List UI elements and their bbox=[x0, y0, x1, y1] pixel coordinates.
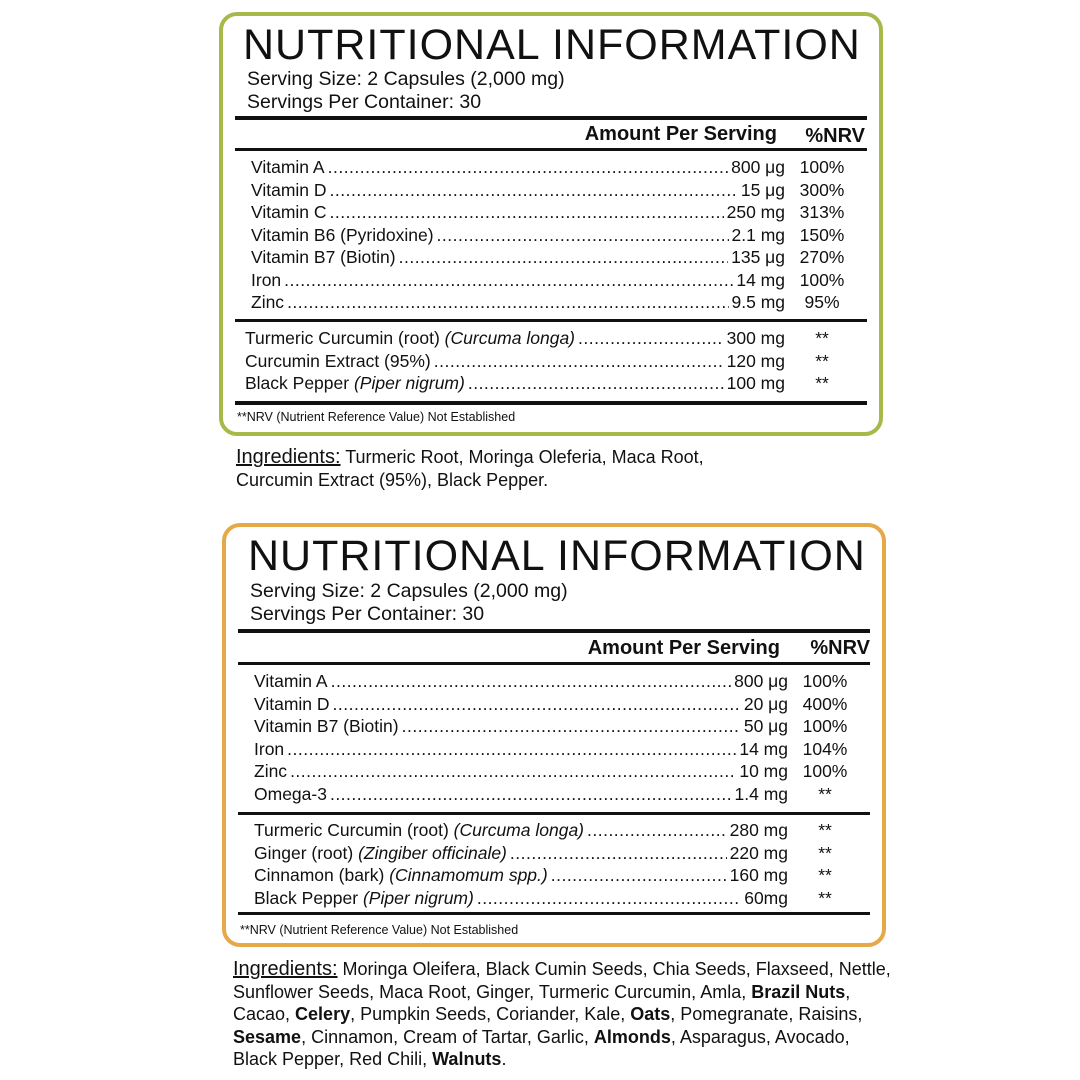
nutrient-name: Ginger (root) (Zingiber officinale) bbox=[254, 842, 507, 863]
nutrient-name: Turmeric Curcumin (root) (Curcuma longa) bbox=[254, 820, 584, 840]
dot-leader bbox=[284, 269, 733, 291]
nutrient-name: Vitamin D bbox=[251, 179, 327, 200]
latin-name: (Zingiber officinale) bbox=[358, 842, 507, 863]
nutrient-amount: 160 mg bbox=[729, 865, 788, 885]
ingredient-text: , Cinnamon, Cream of Tartar, Garlic, bbox=[301, 1026, 594, 1047]
nutrient-row bbox=[226, 738, 882, 761]
vitamin-list bbox=[226, 670, 882, 805]
nutrient-nrv: 150% bbox=[799, 224, 845, 245]
dot-leader bbox=[551, 864, 727, 886]
nutrient-amount: 2.1 mg bbox=[731, 224, 785, 245]
nutrient-amount: 14 mg bbox=[739, 738, 788, 759]
nutrient-amount: 800 μg bbox=[731, 157, 785, 177]
nutrient-amount: 9.5 mg bbox=[731, 292, 785, 312]
nutrient-amount: 800 μg bbox=[734, 671, 788, 691]
dot-leader bbox=[330, 783, 732, 805]
dot-leader bbox=[287, 738, 736, 760]
dot-leader bbox=[468, 372, 724, 394]
dot-leader bbox=[330, 179, 738, 201]
nutrient-row bbox=[223, 246, 879, 269]
allergen: Celery bbox=[295, 1004, 351, 1024]
nutrient-name: Omega-3 bbox=[254, 783, 327, 804]
nutrient-nrv: ** bbox=[818, 887, 832, 908]
latin-name: (Curcuma longa) bbox=[453, 820, 584, 840]
nutrient-amount: 135 μg bbox=[731, 247, 785, 267]
nutrient-nrv: 100% bbox=[799, 269, 845, 290]
nutrient-amount: 250 mg bbox=[726, 202, 785, 222]
ingredient-text: , Pumpkin Seeds, Coriander, Kale, bbox=[350, 1004, 631, 1024]
dot-leader bbox=[578, 327, 724, 349]
ingredients-label: Ingredients: bbox=[236, 446, 341, 468]
panel-title: NUTRITIONAL INFORMATION bbox=[243, 21, 861, 69]
nutrient-name: Vitamin C bbox=[251, 202, 327, 222]
nutrient-name: Vitamin A bbox=[254, 671, 328, 691]
dot-leader bbox=[402, 715, 741, 737]
nutrient-row bbox=[223, 269, 879, 292]
ingredient-text: . bbox=[501, 1049, 507, 1069]
nutrient-nrv: ** bbox=[818, 842, 832, 863]
ingredients-1 bbox=[236, 446, 856, 491]
nutrient-name: Vitamin B7 (Biotin) bbox=[251, 247, 396, 267]
nutrient-nrv: 100% bbox=[799, 157, 845, 177]
divider bbox=[235, 116, 867, 120]
ingredient-text: , Asparagus, Avocado, Black Pepper, Red Chili, bbox=[233, 1026, 850, 1069]
ingredients-label: Ingredients: bbox=[233, 958, 338, 980]
herb-list bbox=[223, 327, 879, 395]
divider bbox=[235, 148, 867, 151]
footnote: **NRV (Nutrient Reference Value) Not Established bbox=[240, 923, 519, 937]
nutrient-name: Vitamin B7 (Biotin) bbox=[254, 716, 399, 736]
nutrient-nrv: 300% bbox=[799, 179, 845, 200]
divider bbox=[238, 662, 870, 665]
nutrient-row bbox=[226, 760, 882, 783]
ingredients-text: Curcumin Extract (95%), Black Pepper. bbox=[236, 469, 549, 490]
dot-leader bbox=[437, 224, 729, 246]
latin-name: (Piper nigrum) bbox=[362, 887, 474, 908]
latin-name: (Curcuma longa) bbox=[444, 328, 575, 348]
ingredient-text: Moringa Oleifera, Black Cumin Seeds, Chia Seeds, Flaxseed, Nettle, Sunflower Seeds, Maca Root, Ginger, Turmeric Curcumin, Amla, bbox=[233, 959, 891, 1002]
allergen: Almonds bbox=[593, 1026, 671, 1047]
dot-leader bbox=[290, 760, 736, 782]
dot-leader bbox=[287, 291, 728, 313]
nutrient-amount: 120 mg bbox=[726, 350, 785, 371]
nutrient-name: Turmeric Curcumin (root) (Curcuma longa) bbox=[245, 328, 575, 348]
divider bbox=[238, 912, 870, 915]
nutrient-row bbox=[226, 819, 882, 842]
nutrient-nrv: 104% bbox=[802, 738, 848, 759]
ingredients-text: Turmeric Root, Moringa Oleferia, Maca Root, bbox=[345, 447, 704, 467]
vitamin-list bbox=[223, 156, 879, 314]
nutrient-nrv: ** bbox=[818, 865, 832, 885]
nutrient-amount: 20 μg bbox=[743, 693, 788, 714]
ingredients-2 bbox=[233, 958, 893, 1071]
nrv-header: %NRV bbox=[810, 637, 870, 659]
footnote: **NRV (Nutrient Reference Value) Not Established bbox=[237, 410, 516, 424]
allergen: Oats bbox=[630, 1004, 671, 1024]
nutrient-amount: 300 mg bbox=[726, 328, 785, 348]
nutrient-amount: 60mg bbox=[744, 887, 788, 908]
dot-leader bbox=[330, 201, 724, 223]
nutrient-nrv: ** bbox=[818, 820, 832, 840]
herb-list bbox=[226, 819, 882, 909]
nutrient-name: Vitamin D bbox=[254, 693, 330, 714]
nutrient-name: Cinnamon (bark) (Cinnamomum spp.) bbox=[254, 865, 548, 885]
dot-leader bbox=[333, 693, 741, 715]
nutrient-amount: 50 μg bbox=[743, 716, 788, 736]
nutrient-nrv: ** bbox=[815, 350, 829, 371]
nrv-header: %NRV bbox=[805, 125, 865, 147]
nutrient-name: Zinc bbox=[254, 761, 288, 781]
nutrient-amount: 220 mg bbox=[729, 842, 788, 863]
nutrient-row bbox=[226, 670, 882, 693]
serving-size: Serving Size: 2 Capsules (2,000 mg) bbox=[247, 68, 565, 90]
servings-per-container: Servings Per Container: 30 bbox=[247, 91, 482, 113]
nutrient-row bbox=[226, 842, 882, 865]
ingredient-text: , Cacao, bbox=[233, 981, 851, 1024]
nutrient-nrv: 95% bbox=[804, 292, 840, 312]
ingredient-text: , Pomegranate, Raisins, bbox=[670, 1004, 863, 1024]
nutrient-row bbox=[223, 291, 879, 314]
nutrient-nrv: 100% bbox=[802, 716, 848, 736]
nutrient-amount: 1.4 mg bbox=[734, 783, 788, 804]
servings-per-container: Servings Per Container: 30 bbox=[250, 603, 485, 625]
nutrient-name: Black Pepper (Piper nigrum) bbox=[245, 373, 465, 393]
nutrient-nrv: ** bbox=[818, 783, 832, 804]
nutrient-amount: 10 mg bbox=[739, 761, 788, 781]
nutrient-name: Black Pepper (Piper nigrum) bbox=[254, 887, 474, 908]
divider bbox=[238, 629, 870, 633]
nutrient-row bbox=[226, 693, 882, 716]
nutrient-row bbox=[223, 350, 879, 373]
latin-name: (Cinnamomum spp.) bbox=[389, 865, 548, 885]
nutrient-name: Vitamin A bbox=[251, 157, 325, 177]
serving-size: Serving Size: 2 Capsules (2,000 mg) bbox=[250, 580, 568, 602]
nutrient-nrv: 270% bbox=[799, 247, 845, 267]
nutrient-name: Iron bbox=[254, 738, 285, 759]
nutrient-row bbox=[226, 783, 882, 806]
panel-title: NUTRITIONAL INFORMATION bbox=[248, 532, 866, 580]
nutrient-row bbox=[226, 715, 882, 738]
nutrient-nrv: 100% bbox=[802, 761, 848, 781]
nutrient-nrv: 100% bbox=[802, 671, 848, 691]
divider bbox=[235, 401, 867, 405]
nutrient-row bbox=[226, 887, 882, 910]
nutrient-row bbox=[223, 372, 879, 395]
allergen: Brazil Nuts bbox=[751, 981, 846, 1002]
nutrient-amount: 14 mg bbox=[736, 269, 785, 290]
dot-leader bbox=[399, 246, 729, 268]
latin-name: (Piper nigrum) bbox=[353, 373, 465, 393]
amount-header: Amount Per Serving bbox=[587, 637, 780, 659]
nutrient-row bbox=[223, 327, 879, 350]
allergen: Sesame bbox=[233, 1026, 302, 1047]
nutrient-nrv: 400% bbox=[802, 693, 848, 714]
nutrient-amount: 280 mg bbox=[729, 820, 788, 840]
dot-leader bbox=[587, 819, 727, 841]
nutrient-amount: 100 mg bbox=[726, 373, 785, 393]
nutrient-amount: 15 μg bbox=[740, 179, 785, 200]
nutrient-name: Vitamin B6 (Pyridoxine) bbox=[251, 224, 434, 245]
nutrient-row bbox=[223, 224, 879, 247]
nutrient-row bbox=[223, 156, 879, 179]
dot-leader bbox=[510, 842, 727, 864]
nutrient-name: Zinc bbox=[251, 292, 285, 312]
dot-leader bbox=[328, 156, 729, 178]
nutrient-name: Iron bbox=[251, 269, 282, 290]
allergen: Walnuts bbox=[432, 1049, 502, 1069]
divider bbox=[235, 319, 867, 322]
nutrient-row bbox=[223, 201, 879, 224]
nutrient-nrv: 313% bbox=[799, 202, 845, 222]
nutrient-row bbox=[223, 179, 879, 202]
amount-header: Amount Per Serving bbox=[584, 123, 777, 145]
nutrient-row bbox=[226, 864, 882, 887]
nutrition-panel-2 bbox=[222, 523, 886, 947]
dot-leader bbox=[477, 887, 741, 909]
dot-leader bbox=[434, 350, 724, 372]
nutrient-nrv: ** bbox=[815, 373, 829, 393]
nutrient-name: Curcumin Extract (95%) bbox=[245, 350, 431, 371]
dot-leader bbox=[331, 670, 732, 692]
nutrition-panel-1 bbox=[219, 12, 883, 436]
nutrient-nrv: ** bbox=[815, 328, 829, 348]
divider bbox=[238, 812, 870, 815]
